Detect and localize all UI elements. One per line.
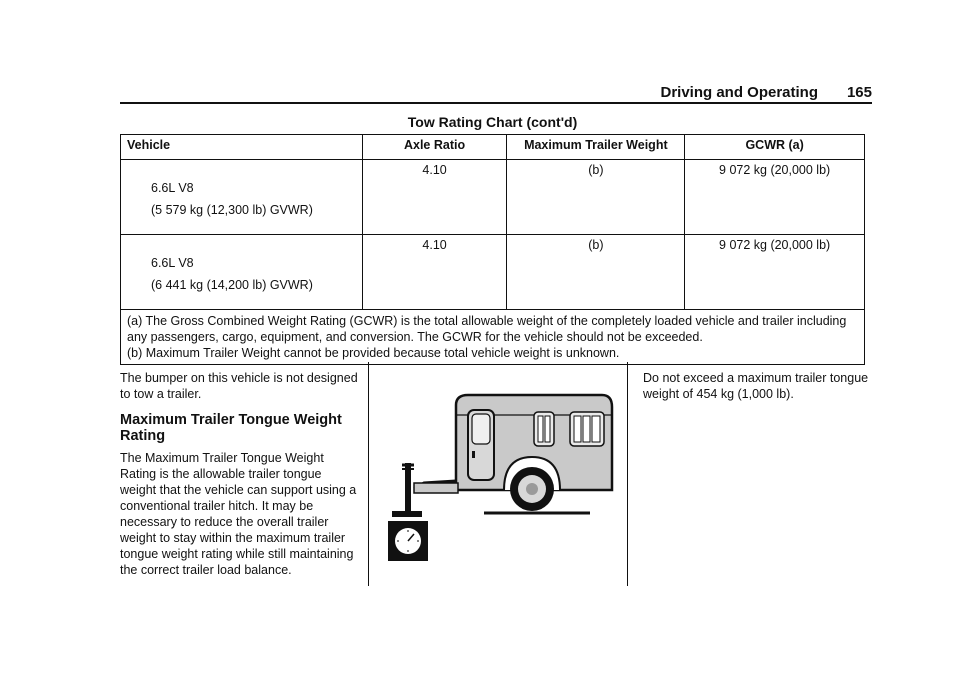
col-header-max-trailer-weight: Maximum Trailer Weight (507, 135, 685, 160)
section-title: Driving and Operating (660, 84, 818, 101)
max-trailer-weight-cell: (b) (507, 160, 685, 235)
left-column (120, 370, 360, 578)
table-header-row (121, 135, 865, 160)
table-row (121, 235, 865, 310)
note-b: (b) Maximum Trailer Weight cannot be provided because total vehicle weight is unknown. (127, 346, 620, 360)
vehicle-engine: 6.6L V8 (151, 181, 194, 195)
trailer-tongue-weight-scale-icon (384, 385, 614, 570)
body-paragraph: The Maximum Trailer Tongue Weight Rating is the allowable trailer tongue weight that the vehicle can support using a conventional trailer hitch. It may be necessary to reduce the overall trailer weight to stay within the maximum trailer tongue weight rating while still maintaining the correct trailer load balance. (120, 451, 357, 577)
vehicle-cell (121, 235, 363, 310)
axle-ratio-cell: 4.10 (362, 235, 507, 310)
vehicle-engine: 6.6L V8 (151, 256, 194, 270)
page-header (120, 82, 872, 104)
subheading: Maximum Trailer Tongue Weight Rating (120, 412, 342, 444)
table-notes (121, 310, 865, 365)
gcwr-cell: 9 072 kg (20,000 lb) (685, 235, 865, 310)
table-notes-row (121, 310, 865, 365)
table-row (121, 160, 865, 235)
gcwr-cell: 9 072 kg (20,000 lb) (685, 160, 865, 235)
vehicle-cell (121, 160, 363, 235)
vehicle-gvwr: (6 441 kg (14,200 lb) GVWR) (151, 278, 313, 292)
axle-ratio-cell: 4.10 (362, 160, 507, 235)
vehicle-gvwr: (5 579 kg (12,300 lb) GVWR) (151, 203, 313, 217)
max-trailer-weight-cell: (b) (507, 235, 685, 310)
column-divider (368, 362, 369, 586)
tow-rating-table (120, 134, 865, 365)
column-divider (627, 362, 628, 586)
intro-paragraph: The bumper on this vehicle is not designed to tow a trailer. (120, 371, 358, 401)
col-header-gcwr: GCWR (a) (685, 135, 865, 160)
tongue-weight-limit-text: Do not exceed a maximum trailer tongue weight of 454 kg (1,000 lb). (643, 371, 869, 401)
page-number: 165 (846, 84, 872, 101)
col-header-vehicle: Vehicle (121, 135, 363, 160)
note-a: (a) The Gross Combined Weight Rating (GCWR) is the total allowable weight of the completely loaded vehicle and trailer including any passengers, cargo, equipment, and conversion. The GCWR for the vehicle should not be exceeded. (127, 314, 847, 344)
right-column (643, 370, 878, 402)
table-title: Tow Rating Chart (cont'd) (407, 114, 578, 130)
col-header-axle-ratio: Axle Ratio (362, 135, 507, 160)
